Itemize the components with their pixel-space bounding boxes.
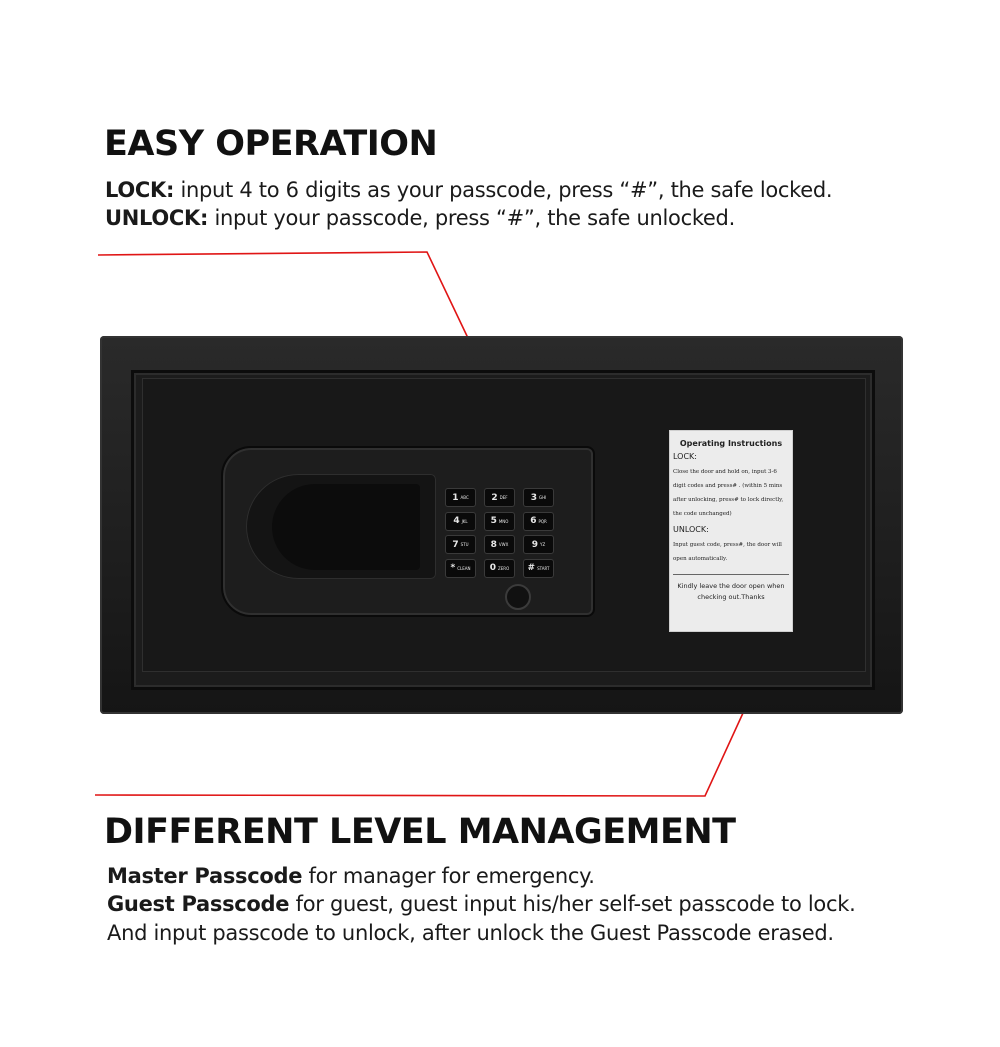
key-letters: ZERO xyxy=(498,565,510,571)
keypad-key[interactable] xyxy=(523,559,554,578)
card-divider xyxy=(673,574,789,575)
key-letters: CLEAN xyxy=(457,565,471,571)
key-letters: JKL xyxy=(461,518,468,524)
key-digit: 3 xyxy=(530,492,537,503)
key-letters: ABC xyxy=(460,495,469,500)
master-text: for manager for emergency. xyxy=(302,864,595,888)
card-footer: Kindly leave the door open when checking out.Thanks xyxy=(677,582,785,601)
card-unlock-label: UNLOCK: xyxy=(673,525,709,534)
master-passcode-line xyxy=(107,864,595,888)
card-title: Operating Instructions xyxy=(679,439,783,448)
key-letters: DEF xyxy=(499,495,508,500)
key-digit: 8 xyxy=(490,539,497,550)
key-digit: 0 xyxy=(489,563,497,573)
instructions-card xyxy=(669,430,793,632)
keypad-key[interactable] xyxy=(484,535,515,554)
keypad-key[interactable] xyxy=(445,488,476,507)
lock-label: LOCK: xyxy=(105,178,175,202)
key-digit: 9 xyxy=(531,539,539,550)
lcd-display xyxy=(272,484,420,570)
key-letters: GHI xyxy=(538,495,547,500)
key-digit: 5 xyxy=(490,516,497,526)
key-digit: 6 xyxy=(530,516,537,526)
guest-passcode-line xyxy=(107,892,855,916)
unlock-text: input your passcode, press “#”, the safe unlocked. xyxy=(208,206,735,230)
lock-text: input 4 to 6 digits as your passcode, press “#”, the safe locked. xyxy=(174,178,833,202)
key-digit: # xyxy=(527,563,536,573)
card-unlock-text: Input guest code, press#, the door will open automatically. xyxy=(673,542,782,562)
master-label: Master Passcode xyxy=(107,864,303,888)
keypad-key[interactable] xyxy=(523,535,554,554)
key-digit: * xyxy=(450,563,456,573)
keypad-key[interactable] xyxy=(523,488,554,507)
key-letters: YZ xyxy=(540,542,546,547)
guest-text: for guest, guest input his/her self-set passcode to lock. xyxy=(289,892,856,916)
keypad-key[interactable] xyxy=(484,512,515,531)
keypad-key[interactable] xyxy=(523,512,554,531)
key-letters: PQR xyxy=(538,518,547,524)
keypad-key[interactable] xyxy=(484,488,515,507)
heading-easy-operation: EASY OPERATION xyxy=(104,124,438,164)
heading-level-management: DIFFERENT LEVEL MANAGEMENT xyxy=(104,812,736,852)
key-letters: START xyxy=(537,565,550,571)
key-letters: MNO xyxy=(498,518,509,524)
key-lock-icon[interactable] xyxy=(505,584,531,610)
keypad-key[interactable] xyxy=(445,559,476,578)
key-digit: 1 xyxy=(452,492,459,503)
card-lock-text: Close the door and hold on, input 3-6 digit codes and press# . (within 5 mins after unlocking, press# to lock directly, the code unchanged) xyxy=(673,469,784,517)
key-letters: STU xyxy=(460,542,469,547)
unlock-label: UNLOCK: xyxy=(105,206,209,230)
key-digit: 4 xyxy=(453,516,460,526)
keypad-key[interactable] xyxy=(445,535,476,554)
key-digit: 7 xyxy=(452,539,459,550)
card-lock-label: LOCK: xyxy=(673,452,697,461)
guest-unlock-line: And input passcode to unlock, after unlock the Guest Passcode erased. xyxy=(107,921,834,945)
guest-label: Guest Passcode xyxy=(107,892,290,916)
keypad-key[interactable] xyxy=(445,512,476,531)
key-digit: 2 xyxy=(491,492,498,503)
keypad-key[interactable] xyxy=(484,559,515,578)
key-letters: VWX xyxy=(498,542,509,547)
